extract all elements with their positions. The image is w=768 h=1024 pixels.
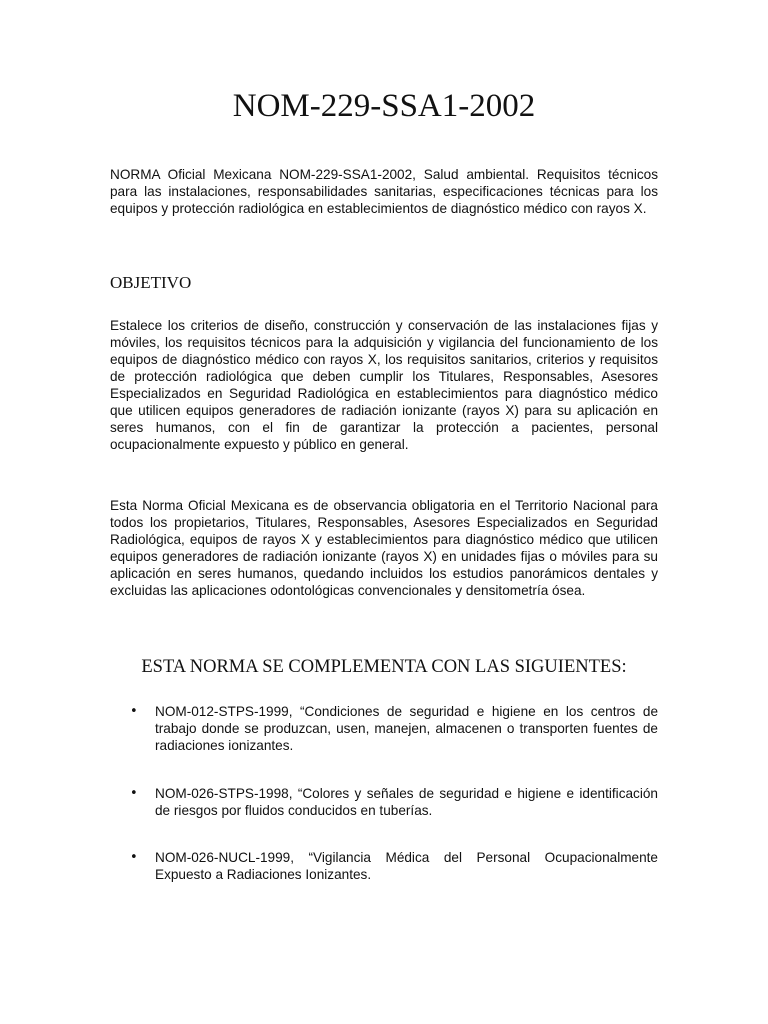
- bullet-icon: •: [130, 786, 138, 801]
- document-title: NOM-229-SSA1-2002: [232, 88, 536, 124]
- reference-text: NOM-026-STPS-1998, “Colores y señales de seguridad e higiene e identificación de riesgos por fluidos conducidos en tuberías.: [155, 786, 658, 818]
- objetivo-heading: OBJETIVO: [110, 273, 192, 292]
- objetivo-paragraph-1: Estalece los criterios de diseño, construcción y conservación de las instalaciones fijas y móviles, los requisitos técnicos para la adquisición y vigilancia del funcionamiento de los equipos de diagnóstico médico con rayos X, los requisitos sanitarios, criterios y requisitos de protección radiológica que deben cumplir los Titulares, Responsables, Asesores Especializados en Seguridad Radiológica en establecimientos para diagnóstico médico que utilicen equipos generadores de radiación ionizante (rayos X) para su aplicación en seres humanos, con el fin de garantizar la protección a pacientes, personal ocupacionalmente expuesto y público en general.: [110, 318, 658, 452]
- bullet-icon: •: [130, 850, 138, 865]
- reference-text: NOM-012-STPS-1999, “Condiciones de seguridad e higiene en los centros de trabajo donde se produzcan, usen, manejen, almacenen o transporten fuentes de radiaciones ionizantes.: [155, 704, 658, 753]
- reference-text: NOM-026-NUCL-1999, “Vigilancia Médica del Personal Ocupacionalmente Expuesto a Radiaciones Ionizantes.: [155, 850, 658, 882]
- complementa-heading: ESTA NORMA SE COMPLEMENTA CON LAS SIGUIENTES:: [141, 657, 627, 677]
- bullet-icon: •: [130, 704, 138, 719]
- objetivo-paragraph-2: Esta Norma Oficial Mexicana es de observancia obligatoria en el Territorio Nacional para todos los propietarios, Titulares, Responsables, Asesores Especializados en Seguridad Radiológica, equipos de rayos X y establecimientos para diagnóstico médico que utilicen equipos generadores de radiación ionizante (rayos X) en unidades fijas o móviles para su aplicación en seres humanos, quedando incluidos los estudios panorámicos dentales y excluidas las aplicaciones odontológicas convencionales y densitometría ósea.: [110, 498, 658, 598]
- intro-paragraph: NORMA Oficial Mexicana NOM-229-SSA1-2002, Salud ambiental. Requisitos técnicos para las instalaciones, responsabilidades sanitarias, especificaciones técnicas para los equipos y protección radiológica en establecimientos de diagnóstico médico con rayos X.: [110, 167, 658, 216]
